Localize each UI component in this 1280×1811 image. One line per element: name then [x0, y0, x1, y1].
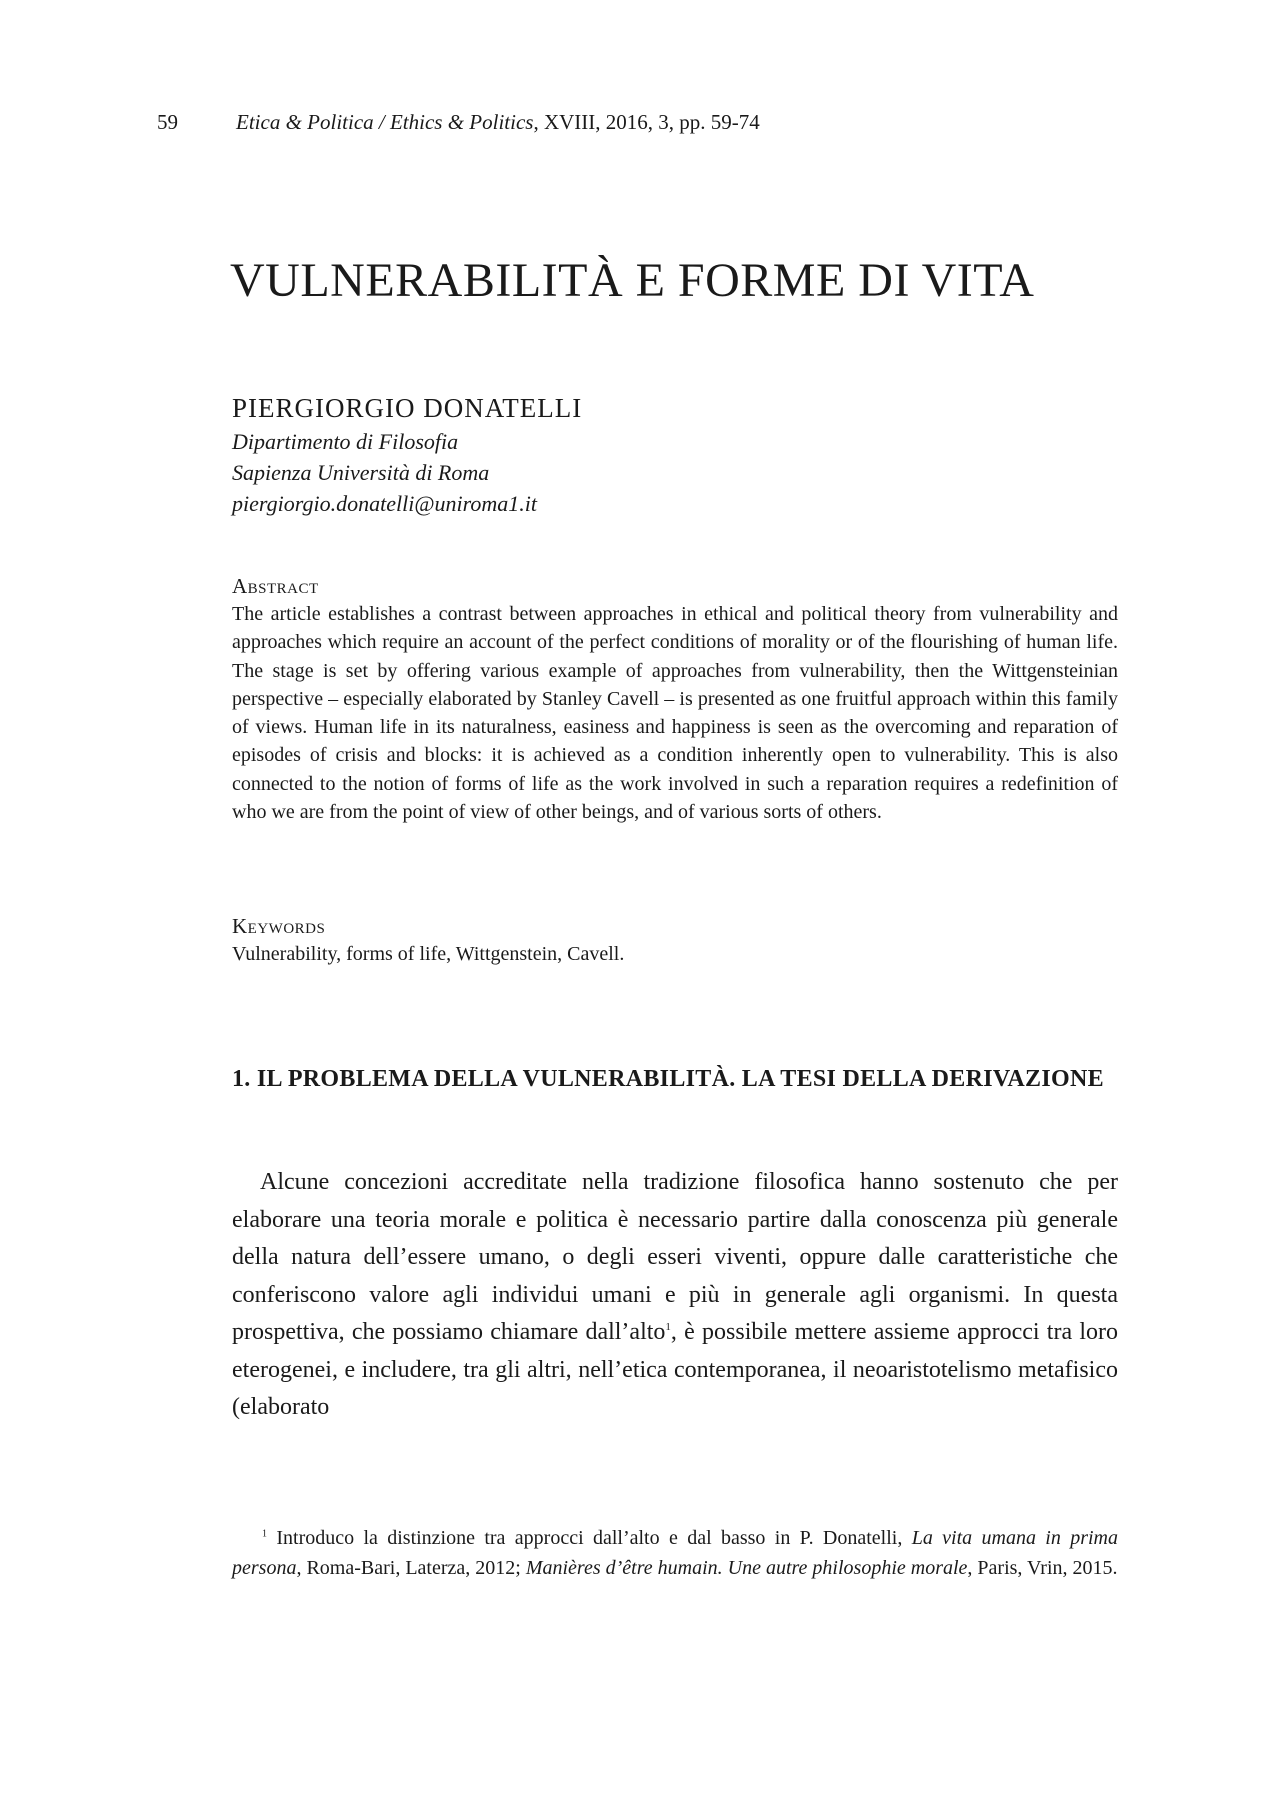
author-university: Sapienza Università di Roma [232, 460, 490, 485]
keywords-section [232, 912, 1118, 968]
author-name: PIERGIORGIO DONATELLI [232, 393, 583, 423]
author-block [232, 390, 1132, 519]
article-title: VULNERABILITÀ E FORME DI VITA [230, 254, 1035, 307]
abstract-heading: Abstract [232, 574, 319, 598]
footnote-book-title-2: Manières d’être humain. Une autre philosophie morale [525, 1557, 968, 1579]
running-header [236, 110, 760, 135]
author-email: piergiorgio.donatelli@uniroma1.it [232, 491, 538, 516]
footnote-mark: 1 [262, 1528, 267, 1540]
body-text-start: Alcune concezioni accreditate nella tradizione filosofica hanno sostenuto che per elaborare una teoria morale e politica è necessario partire dalla conoscenza più generale della natura dell’essere umano, o degli esseri viventi, oppure dalle caratteristiche che conferiscono valore agli individui umani e più in generale agli organismi. In questa prospettiva, che possiamo chiamare dall’alto [232, 1169, 1118, 1345]
footnote-text-3: , Paris, Vrin, 2015. [967, 1557, 1118, 1579]
body-text-end: , è possibile mettere assieme approcci tra loro eterogenei, e includere, tra gli altri, nell’etica contemporanea, il neoaristotelismo metafisico (elaborato [232, 1319, 1118, 1420]
keywords-text: Vulnerability, forms of life, Wittgenstein, Cavell. [232, 943, 625, 965]
author-department: Dipartimento di Filosofia [232, 429, 459, 454]
body-paragraph [232, 1164, 1118, 1427]
page-number: 59 [157, 110, 178, 134]
keywords-heading: Keywords [232, 914, 326, 938]
footnote-book-title-1: La vita umana in prima persona [232, 1527, 1118, 1579]
footnote-reference[interactable]: 1 [665, 1321, 671, 1333]
abstract-section [232, 572, 1118, 826]
journal-issue: , XVIII, 2016, 3, pp. 59-74 [533, 110, 760, 134]
footnote-text-2: , Roma-Bari, Laterza, 2012; [296, 1557, 526, 1579]
abstract-text: The article establishes a contrast between approaches in ethical and political theory from vulnerability and approaches which require an account of the perfect conditions of morality or of the flourishing of human life. The stage is set by offering various example of approaches from vulnerability, then the Wittgensteinian perspective – especially elaborated by Stanley Cavell – is presented as one fruitful approach within this family of views. Human life in its naturalness, easiness and happiness is seen as the overcoming and reparation of episodes of crisis and blocks: it is achieved as a condition inherently open to vulnerability. This is also connected to the notion of forms of life as the work involved in such a reparation requires a redefinition of who we are from the point of view of other beings, and of various sorts of others. [232, 603, 1118, 824]
footnote-text-1: Introduco la distinzione tra approcci dall’alto e dal basso in P. Donatelli, [267, 1527, 912, 1549]
section-heading: 1. IL PROBLEMA DELLA VULNERABILITÀ. LA TESI DELLA DERIVAZIONE [232, 1066, 1104, 1092]
journal-name: Etica & Politica / Ethics & Politics [236, 110, 534, 134]
footnote [232, 1523, 1118, 1583]
